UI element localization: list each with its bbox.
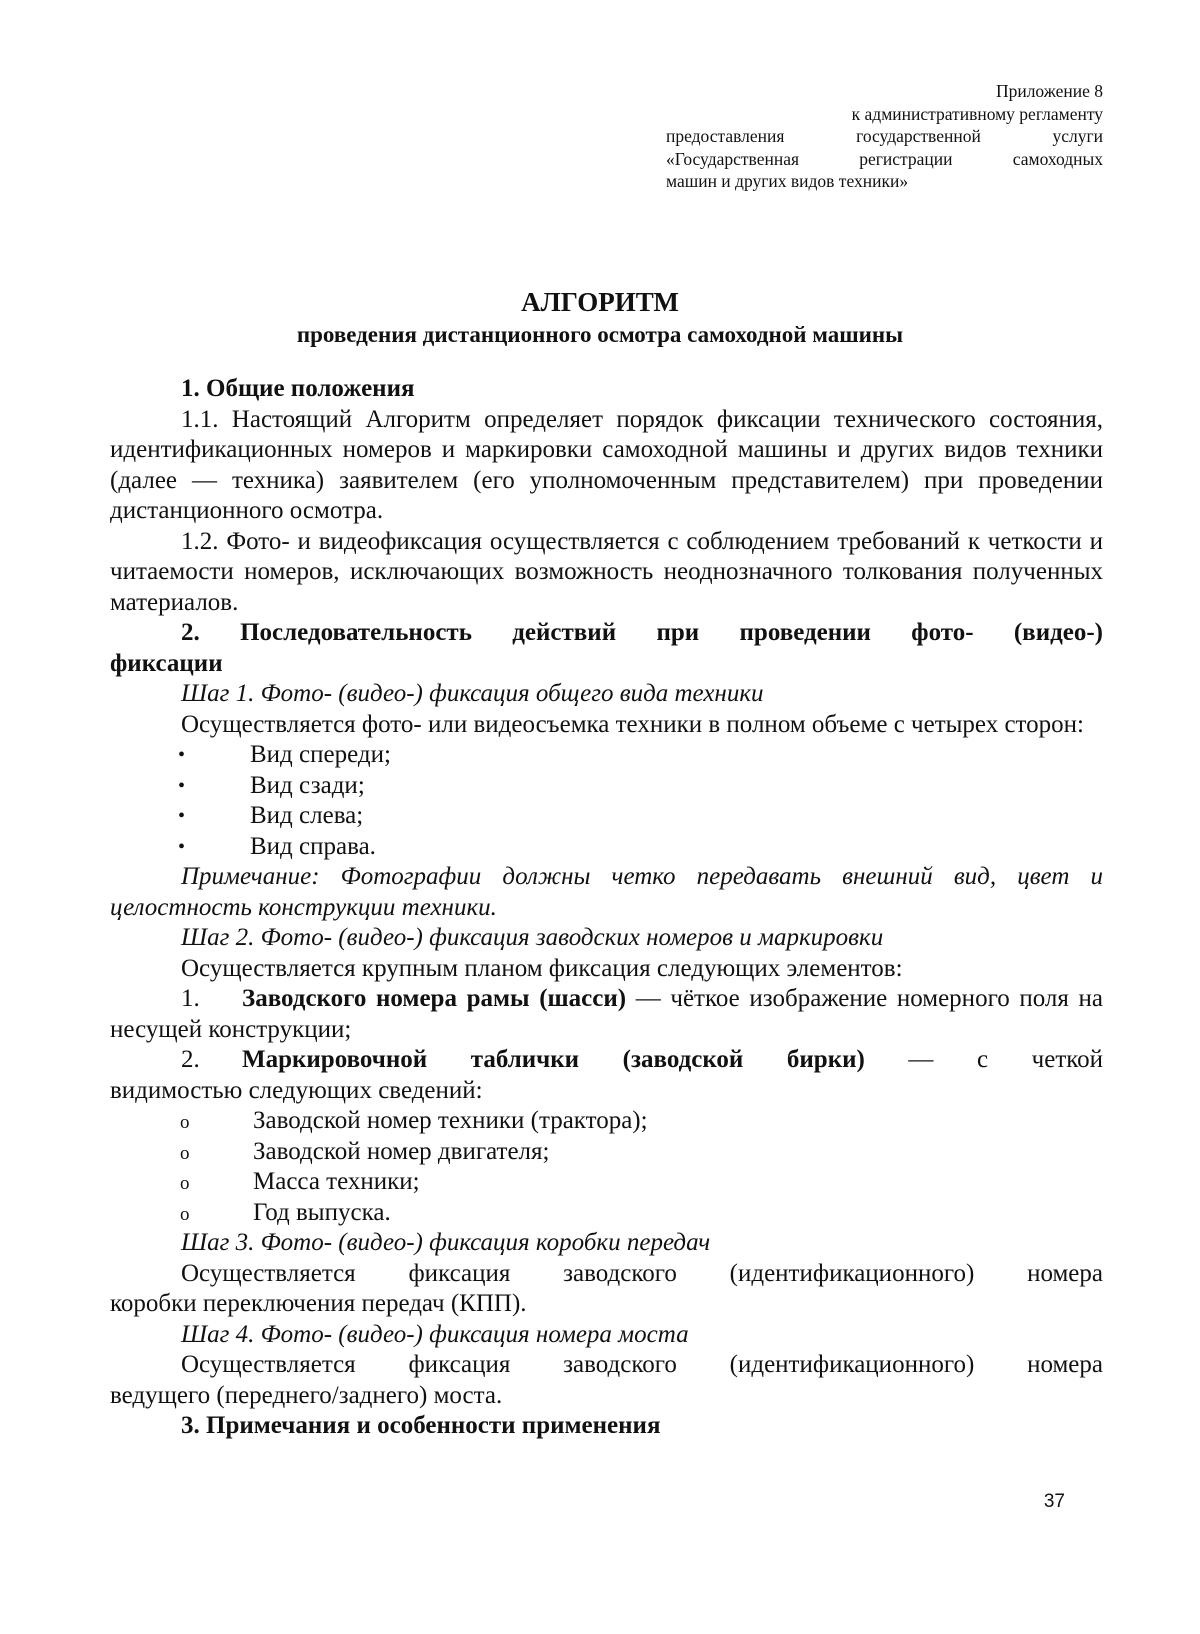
step-3-text: Осуществляется фиксация заводского (идентификационного) номера — [181, 1259, 1103, 1287]
document-subtitle: проведения дистанционного осмотра самоходной машины — [296, 322, 904, 347]
step-1-text: Осуществляется фото- или видеосъемка техники в полном объеме с четырех сторон: — [181, 710, 1084, 738]
appendix-reference: к административному регламенту — [851, 103, 1103, 124]
section-3-heading: 3. Примечания и особенности применения — [181, 1412, 661, 1439]
document-body — [110, 374, 1103, 1442]
list-item: • Вид слева; — [110, 801, 1103, 832]
bullet-dot-icon: • — [178, 835, 186, 858]
appendix-service-name-line: «Государственная регистрации самоходных — [666, 148, 1103, 169]
step-4-text: Осуществляется фиксация заводского (идентификационного) номера — [181, 1351, 1103, 1378]
bullet-dot-icon: • — [178, 744, 186, 766]
sub-list-item: o Заводской номер двигателя; — [110, 1137, 1103, 1168]
list-item: • Вид справа. — [110, 832, 1103, 863]
section-2-heading: 2. Последовательность действий при проведении фото- (видео-) — [181, 619, 1103, 646]
step-3-text-end: коробки переключения передач (КПП). — [110, 1290, 527, 1317]
appendix-number: Приложение 8 — [995, 81, 1103, 101]
list-item: • Вид спереди; — [110, 740, 1103, 771]
appendix-header — [666, 80, 1103, 193]
step-1-note: Примечание: Фотографии должны четко передавать внешний вид, цвет и целостность конструкции техники. — [110, 863, 1103, 921]
bullet-circle-icon: o — [180, 1112, 190, 1133]
bullet-circle-icon: o — [180, 1203, 190, 1225]
appendix-service-name-end: машин и других видов техники» — [666, 171, 909, 191]
step-3-title: Шаг 3. Фото- (видео-) фиксация коробки передач — [181, 1229, 711, 1256]
step-1-title: Шаг 1. Фото- (видео-) фиксация общего вида техники — [181, 680, 764, 707]
step-4-text-end: ведущего (переднего/заднего) моста. — [110, 1381, 503, 1409]
step-4-title: Шаг 4. Фото- (видео-) фиксация номера моста — [181, 1320, 689, 1348]
bullet-dot-icon: • — [178, 774, 186, 797]
sub-list-item: o Масса техники; — [110, 1167, 1103, 1198]
section-2-heading-end: фиксации — [110, 649, 223, 677]
numbered-item-2: 2. Маркировочной таблички (заводской бирки) — с четкой — [181, 1046, 1103, 1073]
bullet-circle-icon: o — [180, 1173, 190, 1194]
section-1-heading: 1. Общие положения — [181, 375, 415, 402]
numbered-item-2-continuation: видимостью следующих сведений: — [110, 1076, 483, 1104]
bullet-dot-icon: • — [178, 805, 186, 827]
step-2-text: Осуществляется крупным планом фиксация следующих элементов: — [181, 954, 903, 982]
document-title: АЛГОРИТМ — [521, 287, 679, 317]
paragraph-1-1: 1.1. Настоящий Алгоритм определяет порядок фиксации технического состояния, идентификационных номеров и маркировки самоходной машины и других видов техники (далее — техника) заявителем (его уполномоченным представителем) при проведении дистанционного осмотра. — [110, 405, 1103, 524]
list-item: • Вид сзади; — [110, 771, 1103, 802]
paragraph-1-2: 1.2. Фото- и видеофиксация осуществляется с соблюдением требований к четкости и читаемости номеров, исключающих возможность неоднозначного толкования полученных материалов. — [110, 527, 1103, 616]
sub-list-item: o Год выпуска. — [110, 1198, 1103, 1229]
numbered-item-1: 1. Заводского номера рамы (шасси) — чёткое изображение номерного поля на несущей конструкции; — [110, 985, 1103, 1043]
step-2-title: Шаг 2. Фото- (видео-) фиксация заводских номеров и маркировки — [181, 924, 884, 951]
appendix-service-line: предоставления государственной услуги — [666, 126, 1103, 146]
bullet-circle-icon: o — [180, 1142, 190, 1164]
sub-list-item: o Заводской номер техники (трактора); — [110, 1106, 1103, 1137]
page-number: 37 — [1043, 1491, 1065, 1512]
